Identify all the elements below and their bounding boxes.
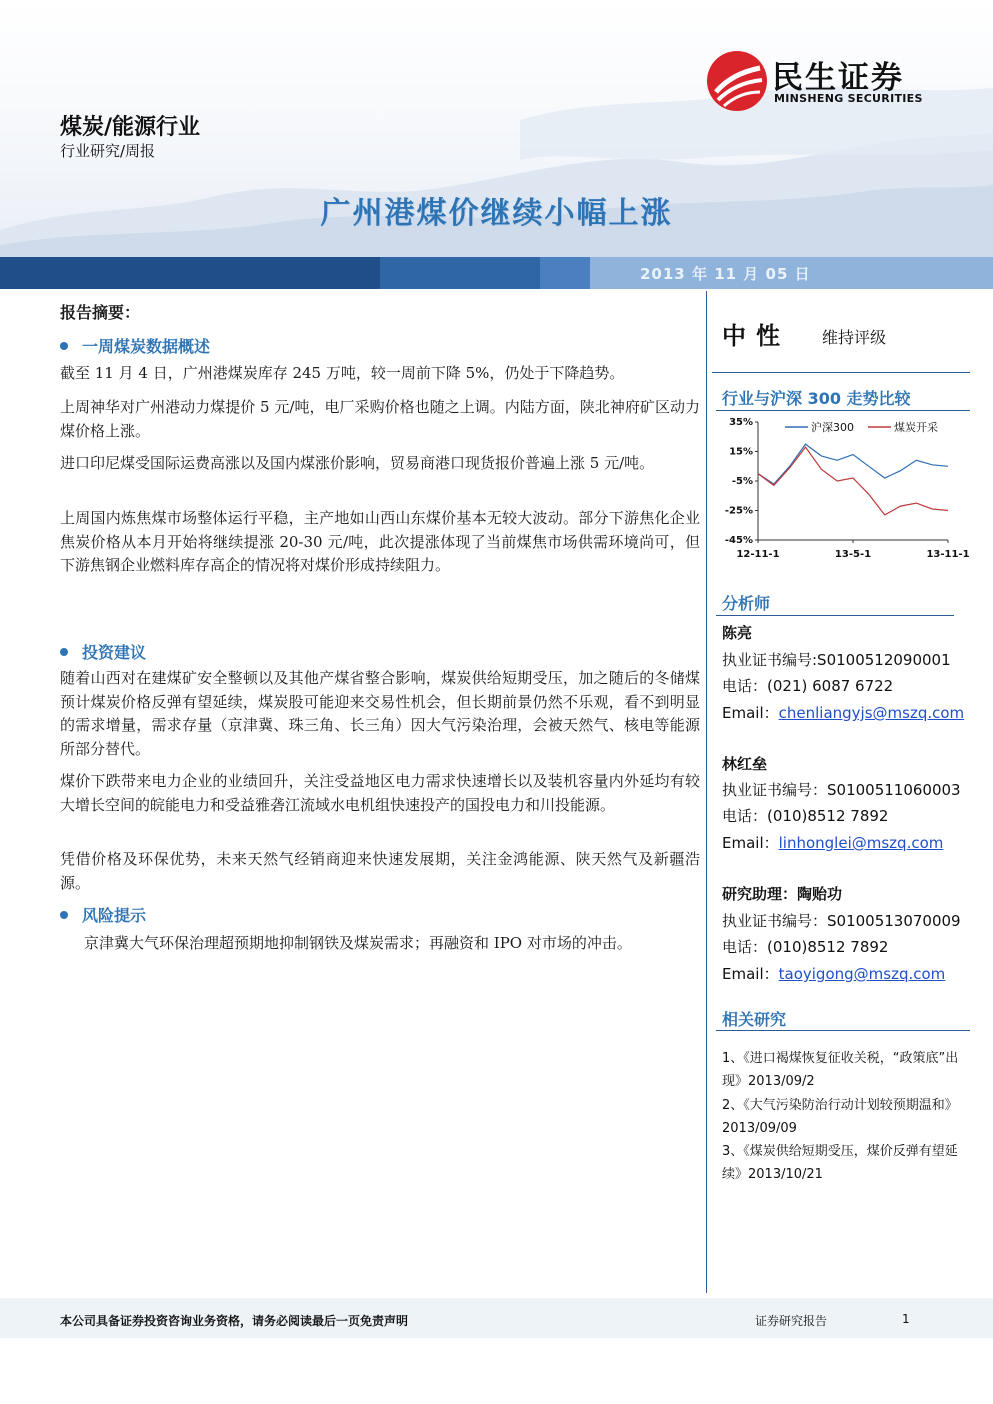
chart-y-tick-label: 35%: [729, 417, 753, 428]
analyst-email-row: Email：taoyigong@mszq.com: [722, 965, 946, 983]
analyst-email-row: Email：linhonglei@mszq.com: [722, 834, 944, 852]
paragraph: 截至 11 月 4 日，广州港煤炭库存 245 万吨，较一周前下降 5%，仍处于下降趋势。: [60, 364, 625, 382]
analyst-phone: 电话：(010)8512 7892: [722, 807, 889, 825]
chart-legend-label: 煤炭开采: [894, 421, 938, 434]
divider: [716, 410, 970, 411]
related-item[interactable]: 3、《煤炭供给短期受压，煤价反弹有望延续》2013/10/21: [722, 1144, 958, 1182]
chart-title: 行业与沪深 300 走势比较: [722, 389, 911, 408]
analyst-name: 林红垒: [722, 755, 768, 773]
chart-y-tick-label: -5%: [731, 476, 753, 487]
logo-chinese-name: 民生证券: [772, 60, 904, 96]
chart-y-tick-label: 15%: [729, 446, 753, 458]
footer-report-label: 证券研究报告: [755, 1314, 828, 1328]
logo-english-name: MINSHENG SECURITIES: [774, 92, 923, 105]
analyst-name: 研究助理：陶贻功: [722, 885, 843, 903]
paragraph: 进口印尼煤受国际运费高涨以及国内煤涨价影响，贸易商港口现货报价普遍上涨 5 元/吨。: [60, 454, 655, 472]
footer-disclaimer: 本公司具备证券投资咨询业务资格，请务必阅读最后一页免责声明: [60, 1314, 409, 1328]
chart-x-tick-label: 13-5-1: [834, 549, 872, 560]
paragraph: 京津冀大气环保治理超预期地抑制钢铁及煤炭需求；再融资和 IPO 对市场的冲击。: [84, 934, 632, 952]
date-band-segment: [540, 257, 590, 289]
summary-label: 报告摘要：: [60, 303, 141, 322]
email-link[interactable]: chenliangyjs@mszq.com: [778, 704, 965, 722]
related-heading: 相关研究: [722, 1010, 787, 1029]
rating-note: 维持评级: [822, 328, 887, 347]
analyst-phone: 电话：(021) 6087 6722: [722, 677, 894, 695]
trend-chart: [716, 412, 972, 574]
divider: [716, 1030, 970, 1031]
chart-series-line-1: [758, 447, 948, 515]
related-item[interactable]: 1、《进口褐煤恢复征收关税，“政策底”出现》2013/09/2: [722, 1051, 959, 1089]
report-type-label: 行业研究/周报: [60, 142, 156, 160]
date-band-segment: [380, 257, 540, 289]
bullet-icon: [60, 342, 68, 350]
analyst-cert: 执业证书编号:S0100512090001: [722, 651, 951, 669]
report-title: 广州港煤价继续小幅上涨: [320, 196, 673, 231]
email-link[interactable]: taoyigong@mszq.com: [778, 965, 946, 983]
analyst-phone: 电话：(010)8512 7892: [722, 938, 889, 956]
chart-x-tick-label: 12-11-1: [736, 549, 780, 560]
paragraph: 凭借价格及环保优势，未来天然气经销商迎来快速发展期，关注金鸿能源、陕天然气及新疆浩源。: [60, 850, 700, 892]
analyst-email-row: Email：chenliangyjs@mszq.com: [722, 704, 965, 722]
column-divider: [706, 291, 707, 1293]
company-logo: [706, 50, 936, 110]
minsheng-logo-icon: [706, 50, 768, 112]
email-link[interactable]: linhonglei@mszq.com: [778, 834, 944, 852]
paragraph: 上周神华对广州港动力煤提价 5 元/吨，电厂采购价格也随之上调。内陆方面，陕北神府矿区动力煤价格上涨。: [60, 398, 700, 440]
paragraph: 随着山西对在建煤矿安全整顿以及其他产煤省整合影响，煤炭供给短期受压，加之随后的冬储煤预计煤炭价格反弹有望延续，煤炭股可能迎来交易性机会，但长期前景仍然不乐观，看不到明显的需求增量，需求存量（京津冀、珠三角、长三角）因大气污染治理，会被天然气、核电等能源所部分替代。: [60, 669, 700, 758]
section-heading-risk: 风险提示: [60, 903, 146, 926]
bullet-icon: [60, 648, 68, 656]
divider: [716, 615, 954, 616]
paragraph: 上周国内炼焦煤市场整体运行平稳，主产地如山西山东煤价基本无较大波动。部分下游焦化企业焦炭价格从本月开始将继续提涨 20-30 元/吨，此次提涨体现了当前煤焦市场供需环境尚可，但下游焦钢企业燃料库存高企的情况将对煤价形成持续阻力。: [60, 509, 700, 574]
divider: [712, 372, 970, 373]
section-heading-data-overview: 一周煤炭数据概述: [60, 334, 210, 357]
chart-y-tick-label: -45%: [724, 535, 753, 546]
chart-legend-label: 沪深300: [811, 421, 854, 434]
chart-y-tick-label: -25%: [724, 505, 753, 517]
analyst-name: 陈亮: [722, 624, 753, 642]
report-date: 2013 年 11 月 05 日: [640, 265, 811, 283]
paragraph: 煤价下跌带来电力企业的业绩回升，关注受益地区电力需求快速增长以及装机容量内外延均有较大增长空间的皖能电力和受益雅砻江流域水电机组快速投产的国投电力和川投能源。: [60, 772, 700, 814]
page-number: 1: [902, 1312, 910, 1326]
analysts-heading: 分析师: [722, 594, 771, 613]
section-heading-investment: 投资建议: [60, 640, 146, 663]
industry-label: 煤炭/能源行业: [60, 115, 201, 140]
chart-x-tick-label: 13-11-1: [926, 549, 970, 560]
rating-value: 中性: [722, 322, 790, 350]
bullet-icon: [60, 911, 68, 919]
related-item[interactable]: 2、《大气污染防治行动计划较预期温和》2013/09/09: [722, 1098, 958, 1136]
analyst-cert: 执业证书编号：S0100511060003: [722, 781, 961, 799]
analyst-cert: 执业证书编号：S0100513070009: [722, 912, 961, 930]
